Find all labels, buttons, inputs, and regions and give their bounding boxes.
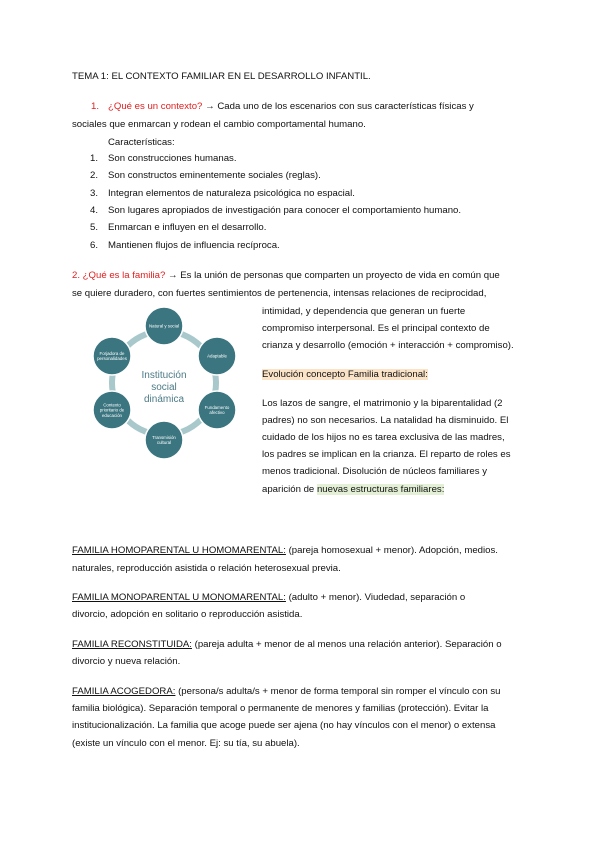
section1-definition-text: Cada uno de los escenarios con sus características físicas y xyxy=(217,101,474,112)
family-reconstituida xyxy=(72,639,502,651)
cycle-node-label: cultural xyxy=(156,440,172,446)
section2-wrap-line: crianza y desarrollo (emoción + interacción + compromiso). xyxy=(262,340,514,351)
cycle-node-label: educación xyxy=(101,412,123,418)
section2-question: 2. ¿Qué es la familia? xyxy=(72,270,166,281)
family-text-line: naturales, reproducción asistida o relación heterosexual previa. xyxy=(72,563,341,574)
family-heading: FAMILIA HOMOPARENTAL U HOMOMARENTAL: xyxy=(72,545,286,556)
list-item-number: 4. xyxy=(90,205,99,216)
list-item-number: 2. xyxy=(90,170,99,181)
evolution-line: los padres se implican en la crianza. El reparto de roles es xyxy=(262,449,511,460)
family-homoparental xyxy=(72,545,498,557)
page-title: TEMA 1: EL CONTEXTO FAMILIAR EN EL DESARROLLO INFANTIL. xyxy=(72,71,371,82)
section2-definition-text: Es la unión de personas que comparten un proyecto de vida en común que xyxy=(180,270,500,281)
list-item-number: 3. xyxy=(90,188,99,199)
section1-definition-line2: sociales que enmarcan y rodean el cambio comportamental humano. xyxy=(72,119,366,130)
section2-line2: se quiere duradero, con fuertes sentimientos de pertenencia, intensas relaciones de reciprocidad, xyxy=(72,288,487,299)
family-monoparental xyxy=(72,592,465,604)
family-text-line: familia biológica). Separación temporal o permanente de menores y familias (protección). Evitar la xyxy=(72,703,489,714)
evolution-line: menos tradicional. Disolución de núcleos familiares y xyxy=(262,466,488,477)
list-item: Enmarcan e influyen en el desarrollo. xyxy=(108,222,267,233)
cycle-node-label: Forjadora de xyxy=(99,351,125,356)
list-item: Son construcciones humanas. xyxy=(108,153,237,164)
section2-wrap-line: intimidad, y dependencia que generan un fuerte xyxy=(262,306,466,317)
center-label xyxy=(141,370,186,405)
family-heading: FAMILIA ACOGEDORA: xyxy=(72,686,176,697)
evolution-last-prefix: aparición de xyxy=(262,484,317,495)
list-item-number: 1. xyxy=(90,153,99,164)
cycle-node-label: Natural y social xyxy=(148,323,180,329)
family-text-line: institucionalización. La familia que acoge puede ser ajena (no hay vínculos con el menor) o extensa xyxy=(72,720,496,731)
evolution-heading xyxy=(262,369,428,381)
family-text: (persona/s adulta/s + menor de forma temporal sin romper el vínculo con su xyxy=(175,686,501,697)
cycle-node xyxy=(198,337,236,375)
family-text: (adulto + menor). Viudedad, separación o xyxy=(285,592,466,603)
cycle-node-label: prioritario de xyxy=(99,407,125,413)
section2-line1 xyxy=(72,270,500,282)
evolution-line: cuidado de los hijos no es tarea exclusiva de las madres, xyxy=(262,432,505,443)
cycle-node xyxy=(145,307,183,345)
arrow-icon: → xyxy=(205,101,215,112)
characteristics-label: Características: xyxy=(108,137,175,148)
family-text-line: divorcio y nueva relación. xyxy=(72,656,181,667)
family-text-line: (existe un vínculo con el menor. Ej: su tía, su abuela). xyxy=(72,738,300,749)
arrow-icon: → xyxy=(168,270,178,281)
cycle-node-label: Transmisión xyxy=(152,435,176,440)
family-heading: FAMILIA RECONSTITUIDA: xyxy=(72,639,192,650)
cycle-node xyxy=(93,337,131,375)
cycle-node xyxy=(145,421,183,459)
family-acogedora xyxy=(72,686,500,698)
list-item-number: 5. xyxy=(90,222,99,233)
cycle-node-label: Adaptable xyxy=(207,353,227,359)
evolution-heading-text: Evolución concepto Familia tradicional: xyxy=(262,369,428,380)
family-heading: FAMILIA MONOPARENTAL U MONOMARENTAL: xyxy=(72,592,286,603)
section1-number: 1. xyxy=(91,101,100,112)
center-line-1: Institución xyxy=(141,370,187,381)
new-structures-highlight: nuevas estructuras familiares: xyxy=(316,484,445,495)
cycle-node-label: Fundamento xyxy=(204,405,230,410)
family-cycle-diagram xyxy=(82,304,246,462)
cycle-node xyxy=(93,391,131,429)
list-item: Son lugares apropiados de investigación para conocer el comportamiento humano. xyxy=(108,205,462,216)
center-line-3: dinámica xyxy=(143,394,185,405)
section2-wrap-line: compromiso interpersonal. Es el principal contexto de xyxy=(262,323,490,334)
family-text: (pareja homosexual + menor). Adopción, medios. xyxy=(285,545,498,556)
evolution-line: padres) no son necesarios. La natalidad ha disminuido. El xyxy=(262,415,509,426)
cycle-node-label: Contexto xyxy=(103,402,121,408)
family-text: (pareja adulta + menor de al menos una relación anterior). Separación o xyxy=(191,639,502,650)
evolution-last-line xyxy=(262,484,444,496)
list-item-number: 6. xyxy=(90,240,99,251)
center-line-2: social xyxy=(151,382,177,393)
cycle-node-label: afectivo xyxy=(209,410,225,416)
section1-definition-line1 xyxy=(108,101,474,113)
family-text-line: divorcio, adopción en solitario o reproducción asistida. xyxy=(72,609,303,620)
list-item: Son constructos eminentemente sociales (reglas). xyxy=(108,170,321,181)
cycle-node xyxy=(198,391,236,429)
list-item: Mantienen flujos de influencia recíproca. xyxy=(108,240,280,251)
section1-question: ¿Qué es un contexto? xyxy=(108,101,203,112)
list-item: Integran elementos de naturaleza psicológica no espacial. xyxy=(108,188,355,199)
evolution-line: Los lazos de sangre, el matrimonio y la biparentalidad (2 xyxy=(262,398,503,409)
cycle-node-label: personalidades xyxy=(97,356,127,362)
